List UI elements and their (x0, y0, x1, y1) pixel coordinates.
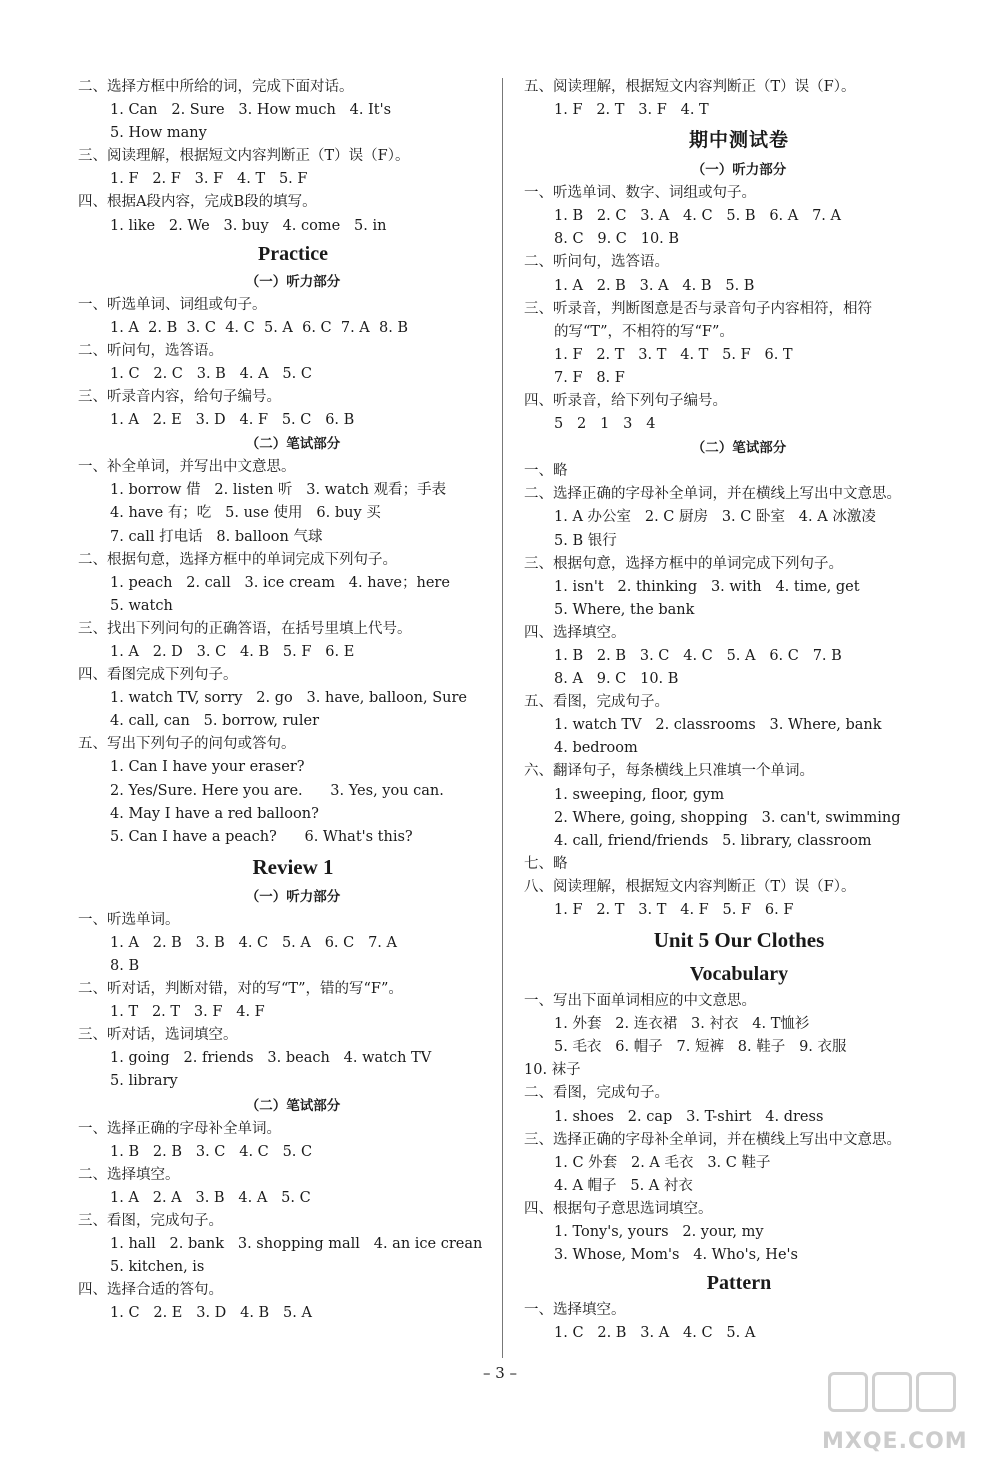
answer-line: 7. F 8. F (554, 369, 625, 386)
answer-line: 三、选择正确的字母补全单词，并在横线上写出中文意思。 (524, 1131, 901, 1148)
column-divider (502, 78, 503, 1358)
answer-line: 二、选择正确的字母补全单词，并在横线上写出中文意思。 (524, 486, 901, 503)
answer-line: 5. Where, the bank (554, 601, 695, 618)
answer-line: 5. How many (110, 125, 207, 142)
answer-line: 4. May I have a red balloon? (110, 805, 319, 822)
answer-line: 1. shoes 2. cap 3. T-shirt 4. dress (554, 1108, 824, 1125)
answer-line: 5. watch (110, 597, 173, 614)
answer-line: 一、写出下面单词相应的中文意思。 (524, 993, 756, 1010)
answer-line: 三、听录音内容，给句子编号。 (78, 389, 281, 406)
subsection-heading: （二）笔试部分 (245, 1097, 341, 1114)
subsection-heading: （一）听力部分 (245, 273, 341, 290)
answer-line: 1. watch TV 2. classrooms 3. Where, bank (554, 717, 882, 734)
answer-line: 三、听录音，判断图意是否与录音句子内容相符，相符 (524, 300, 872, 317)
answer-line: 三、看图，完成句子。 (78, 1212, 223, 1229)
answer-line: 三、根据句意，选择方框中的单词完成下列句子。 (524, 555, 843, 572)
answer-line: 1. C 2. B 3. A 4. C 5. A (554, 1325, 756, 1342)
answer-line: 1. like 2. We 3. buy 4. come 5. in (110, 217, 387, 234)
answer-line: 8. A 9. C 10. B (554, 671, 679, 688)
answer-line: 三、阅读理解，根据短文内容判断正（T）误（F）。 (78, 148, 410, 165)
answer-line: 1. sweeping, floor, gym (554, 786, 725, 803)
answer-line: 一、听选单词、数字、词组或句子。 (524, 185, 756, 202)
answer-line: 三、找出下列问句的正确答语，在括号里填上代号。 (78, 620, 412, 637)
section-heading: Vocabulary (689, 963, 789, 986)
answer-line: 1. A 2. B 3. C 4. C 5. A 6. C 7. A 8. B (110, 319, 409, 336)
answer-line: 1. B 2. B 3. C 4. C 5. C (110, 1143, 313, 1160)
answer-line: 5 2 1 3 4 (554, 416, 656, 433)
answer-line: 5. B 银行 (554, 532, 617, 549)
answer-line: 1. C 外套 2. A 毛衣 3. C 鞋子 (554, 1154, 771, 1171)
answer-line: 1. B 2. B 3. C 4. C 5. A 6. C 7. B (554, 647, 842, 664)
answer-line: 六、翻译句子，每条横线上只准填一个单词。 (524, 763, 814, 780)
answer-line: 1. C 2. E 3. D 4. B 5. A (110, 1305, 312, 1322)
answer-line: 5. Can I have a peach? 6. What's this? (110, 828, 413, 845)
left-column (78, 76, 508, 1325)
answer-line: 二、根据句意，选择方框中的单词完成下列句子。 (78, 551, 397, 568)
answer-line: 8. C 9. C 10. B (554, 231, 680, 248)
answer-line: 1. A 办公室 2. C 厨房 3. C 卧室 4. A 冰激凌 (554, 509, 876, 526)
answer-line: 10. 袜子 (524, 1062, 581, 1079)
answer-line: 二、选择填空。 (78, 1166, 180, 1183)
answer-line: 1. borrow 借 2. listen 听 3. watch 观看；手表 (110, 482, 447, 499)
answer-line: 7. call 打电话 8. balloon 气球 (110, 528, 323, 545)
answer-line: 一、听选单词。 (78, 911, 180, 928)
answer-line: 5. 毛衣 6. 帽子 7. 短裤 8. 鞋子 9. 衣服 (554, 1039, 847, 1056)
answer-line: 4. A 帽子 5. A 衬衣 (554, 1177, 693, 1194)
section-heading: Practice (258, 242, 328, 265)
section-heading: 期中测试卷 (688, 129, 789, 152)
answer-line: 七、略 (524, 855, 568, 872)
subsection-heading: （一）听力部分 (691, 162, 787, 179)
answer-line: 1. B 2. C 3. A 4. C 5. B 6. A 7. A (554, 208, 841, 225)
answer-line: 1. T 2. T 3. F 4. F (110, 1004, 265, 1021)
answer-line: 四、根据句子意思选词填空。 (524, 1200, 713, 1217)
answer-line: 二、听对话，判断对错，对的写“T”，错的写“F”。 (78, 981, 403, 998)
answer-line: 二、选择方框中所给的词，完成下面对话。 (78, 79, 354, 95)
answer-line: 8. B (110, 958, 140, 974)
section-heading: Review 1 (252, 854, 334, 879)
answer-line: 1. watch TV, sorry 2. go 3. have, balloon, Sure (110, 690, 467, 707)
answer-line: 1. A 2. A 3. B 4. A 5. C (110, 1189, 311, 1206)
answer-line: 1. Tony's, yours 2. your, my (554, 1224, 764, 1241)
answer-line: 一、选择填空。 (524, 1302, 626, 1319)
answer-line: 1. Can I have your eraser? (110, 759, 305, 776)
answer-line: 1. C 2. C 3. B 4. A 5. C (110, 365, 312, 382)
answer-line: 四、选择填空。 (524, 624, 626, 641)
answer-line: 1. hall 2. bank 3. shopping mall 4. an ice crean (110, 1236, 483, 1253)
answer-line: 五、看图，完成句子。 (524, 694, 669, 711)
answer-line: 5. library (110, 1073, 178, 1090)
answer-line: 3. Whose, Mom's 4. Who's, He's (554, 1247, 798, 1264)
answer-line: 三、听对话，选词填空。 (78, 1027, 238, 1044)
answer-line: 1. isn't 2. thinking 3. with 4. time, get (554, 578, 860, 595)
watermark-url: MXQE.COM (822, 1429, 968, 1454)
answer-line: 的写“T”，不相符的写“F”。 (554, 323, 734, 340)
answer-line: 4. call, can 5. borrow, ruler (110, 713, 320, 730)
answer-line: 1. F 2. T 3. T 4. T 5. F 6. T (554, 346, 793, 363)
answer-line: 4. bedroom (554, 740, 638, 757)
answer-line: 1. peach 2. call 3. ice cream 4. have；here (110, 574, 450, 591)
answer-line: 1. A 2. E 3. D 4. F 5. C 6. B (110, 412, 355, 429)
watermark-logo (822, 1372, 968, 1454)
answer-line: 1. A 2. B 3. B 4. C 5. A 6. C 7. A (110, 934, 397, 951)
answer-line: 一、略 (524, 463, 568, 480)
right-column (524, 76, 954, 1345)
answer-line: 五、写出下列句子的问句或答句。 (78, 736, 296, 753)
subsection-heading: （二）笔试部分 (245, 436, 341, 453)
answer-line: 一、补全单词，并写出中文意思。 (78, 459, 296, 476)
answer-line: 五、阅读理解，根据短文内容判断正（T）误（F）。 (524, 79, 856, 95)
answer-line: 1. F 2. F 3. F 4. T 5. F (110, 171, 308, 188)
answer-line: 1. F 2. T 3. T 4. F 5. F 6. F (554, 902, 794, 918)
answer-line: 2. Where, going, shopping 3. can't, swimming (554, 809, 901, 826)
answer-line: 四、根据A段内容，完成B段的填写。 (78, 194, 317, 211)
subsection-heading: （二）笔试部分 (691, 440, 787, 457)
section-heading: Unit 5 Our Clothes (653, 928, 825, 953)
answer-line: 二、看图，完成句子。 (524, 1085, 669, 1102)
answer-line: 1. F 2. T 3. F 4. T (554, 102, 709, 119)
answer-line: 一、听选单词、词组或句子。 (78, 296, 267, 313)
answer-line: 1. A 2. D 3. C 4. B 5. F 6. E (110, 643, 355, 660)
answer-line: 四、选择合适的答句。 (78, 1282, 223, 1299)
answer-line: 二、听问句，选答语。 (78, 342, 223, 359)
answer-line: 八、阅读理解，根据短文内容判断正（T）误（F）。 (524, 878, 856, 895)
subsection-heading: （一）听力部分 (245, 888, 341, 905)
answer-line: 二、听问句，选答语。 (524, 254, 669, 271)
answer-line: 四、听录音，给下列句子编号。 (524, 393, 727, 410)
answer-line: 4. have 有；吃 5. use 使用 6. buy 买 (110, 505, 381, 522)
answer-line: 四、看图完成下列句子。 (78, 667, 238, 684)
answer-line: 5. kitchen, is (110, 1259, 205, 1276)
section-heading: Pattern (706, 1272, 772, 1295)
page-number: – 3 – (482, 1364, 518, 1382)
answer-line: 一、选择正确的字母补全单词。 (78, 1120, 281, 1137)
answer-line: 2. Yes/Sure. Here you are. 3. Yes, you can. (110, 782, 444, 799)
answer-line: 4. call, friend/friends 5. library, classroom (554, 832, 872, 849)
answer-line: 1. 外套 2. 连衣裙 3. 衬衣 4. T恤衫 (554, 1016, 810, 1033)
answer-line: 1. A 2. B 3. A 4. B 5. B (554, 277, 755, 294)
answer-line: 1. going 2. friends 3. beach 4. watch TV (110, 1050, 432, 1067)
answer-line: 1. Can 2. Sure 3. How much 4. It's (110, 102, 392, 119)
